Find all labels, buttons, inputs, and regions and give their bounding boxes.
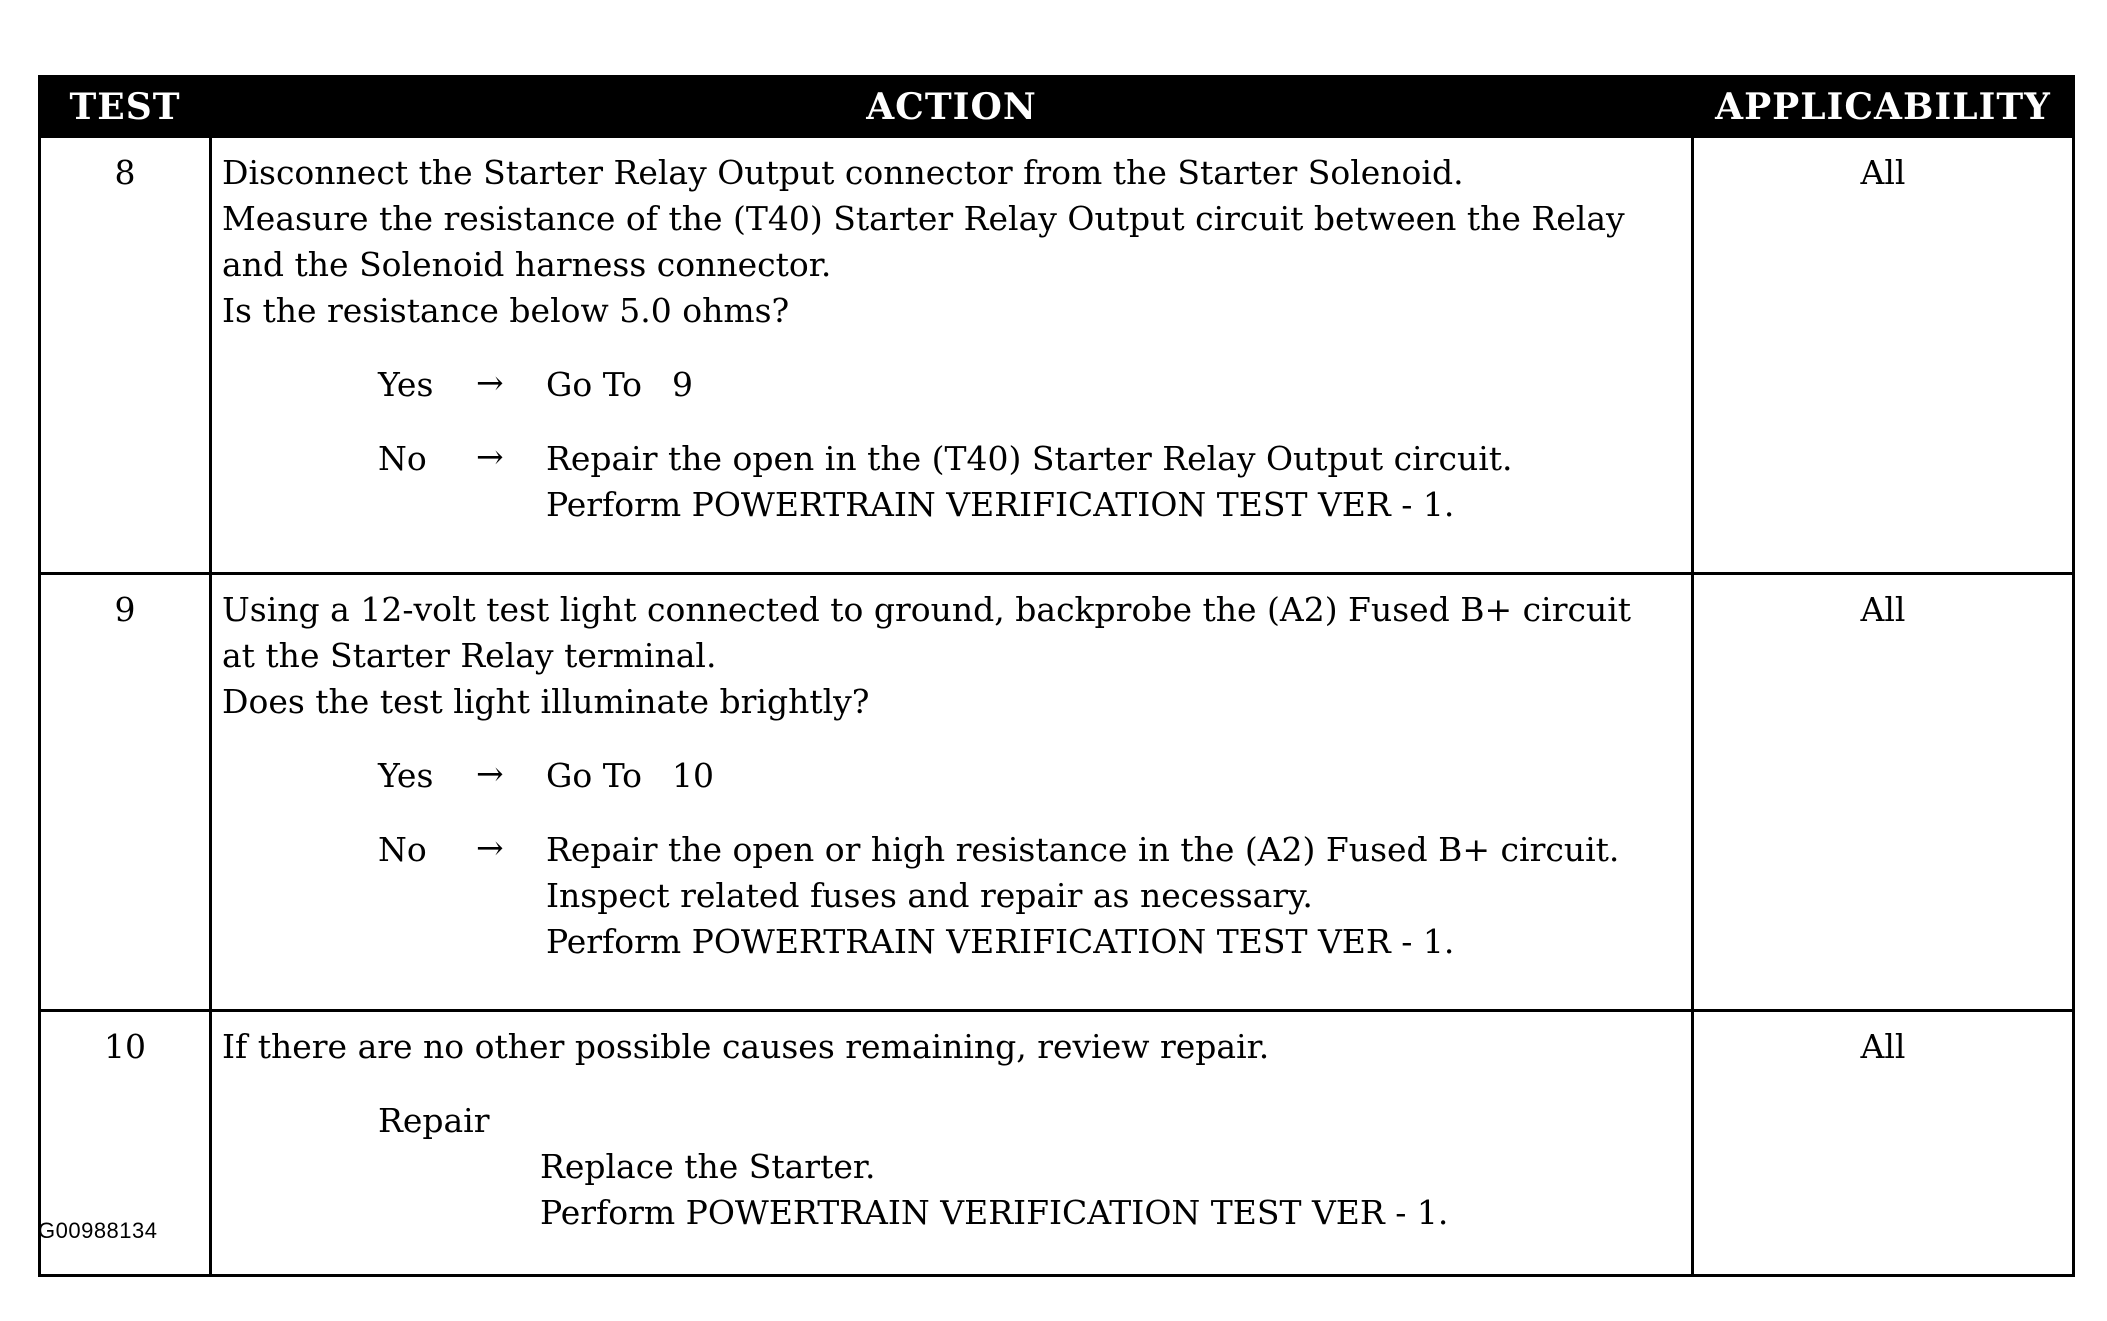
action-line: Using a 12-volt test light connected to ground, backprobe the (A2) Fused B+ circuit [222,590,1632,629]
no-result-line: Inspect related fuses and repair as necessary. [546,876,1313,915]
goto-test-number: 10 [672,756,715,795]
no-label: No [378,439,427,478]
arrow-right-icon: → [476,437,504,476]
yes-label: Yes [378,365,434,404]
action-cell [211,574,1693,1011]
no-result [546,436,1681,528]
header-test: TEST [40,77,211,137]
yes-result: Go To 9 [546,362,1681,408]
no-result [546,827,1681,965]
repair-steps [540,1144,1681,1236]
repair-step-line: Replace the Starter. [540,1147,876,1186]
goto-test-number: 9 [672,365,694,404]
no-result-line: Repair the open in the (T40) Starter Relay Output circuit. [546,439,1513,478]
repair-step-line: Perform POWERTRAIN VERIFICATION TEST VER - 1. [540,1193,1449,1232]
repair-label: Repair [378,1101,490,1140]
repair-block [378,1098,1681,1236]
yes-label: Yes [378,756,434,795]
yes-branch [378,362,1681,408]
no-branch [378,436,1681,528]
arrow-right-icon: → [476,828,504,867]
action-cell [211,137,1693,574]
action-line: Does the test light illuminate brightly? [222,682,870,721]
no-result-line: Repair the open or high resistance in the (A2) Fused B+ circuit. [546,830,1620,869]
action-line: Disconnect the Starter Relay Output connector from the Starter Solenoid. [222,153,1464,192]
table-row [40,574,2074,1011]
action-cell [211,1011,1693,1276]
applicability-cell: All [1693,1011,2074,1276]
no-branch [378,827,1681,965]
yes-result: Go To 10 [546,753,1681,799]
action-line: Measure the resistance of the (T40) Starter Relay Output circuit between the Relay [222,199,1625,238]
table-header-row [40,77,2074,137]
arrow-right-icon: → [476,363,504,402]
action-line: If there are no other possible causes remaining, review repair. [222,1027,1270,1066]
no-result-line: Perform POWERTRAIN VERIFICATION TEST VER - 1. [546,922,1455,961]
action-line: Is the resistance below 5.0 ohms? [222,291,790,330]
test-number: 8 [40,137,211,574]
yes-branch [378,753,1681,799]
applicability-cell: All [1693,137,2074,574]
no-result-line: Perform POWERTRAIN VERIFICATION TEST VER - 1. [546,485,1455,524]
arrow-right-icon: → [476,754,504,793]
applicability-cell: All [1693,574,2074,1011]
figure-id: G00988134 [38,1218,158,1243]
header-action: ACTION [211,77,1693,137]
table-row [40,1011,2074,1276]
diagnostic-test-table [38,75,2075,1277]
table-row [40,137,2074,574]
header-applicability: APPLICABILITY [1693,77,2074,137]
test-number: 10 [40,1011,211,1276]
no-label: No [378,830,427,869]
test-number: 9 [40,574,211,1011]
action-line: at the Starter Relay terminal. [222,636,717,675]
action-line: and the Solenoid harness connector. [222,245,832,284]
